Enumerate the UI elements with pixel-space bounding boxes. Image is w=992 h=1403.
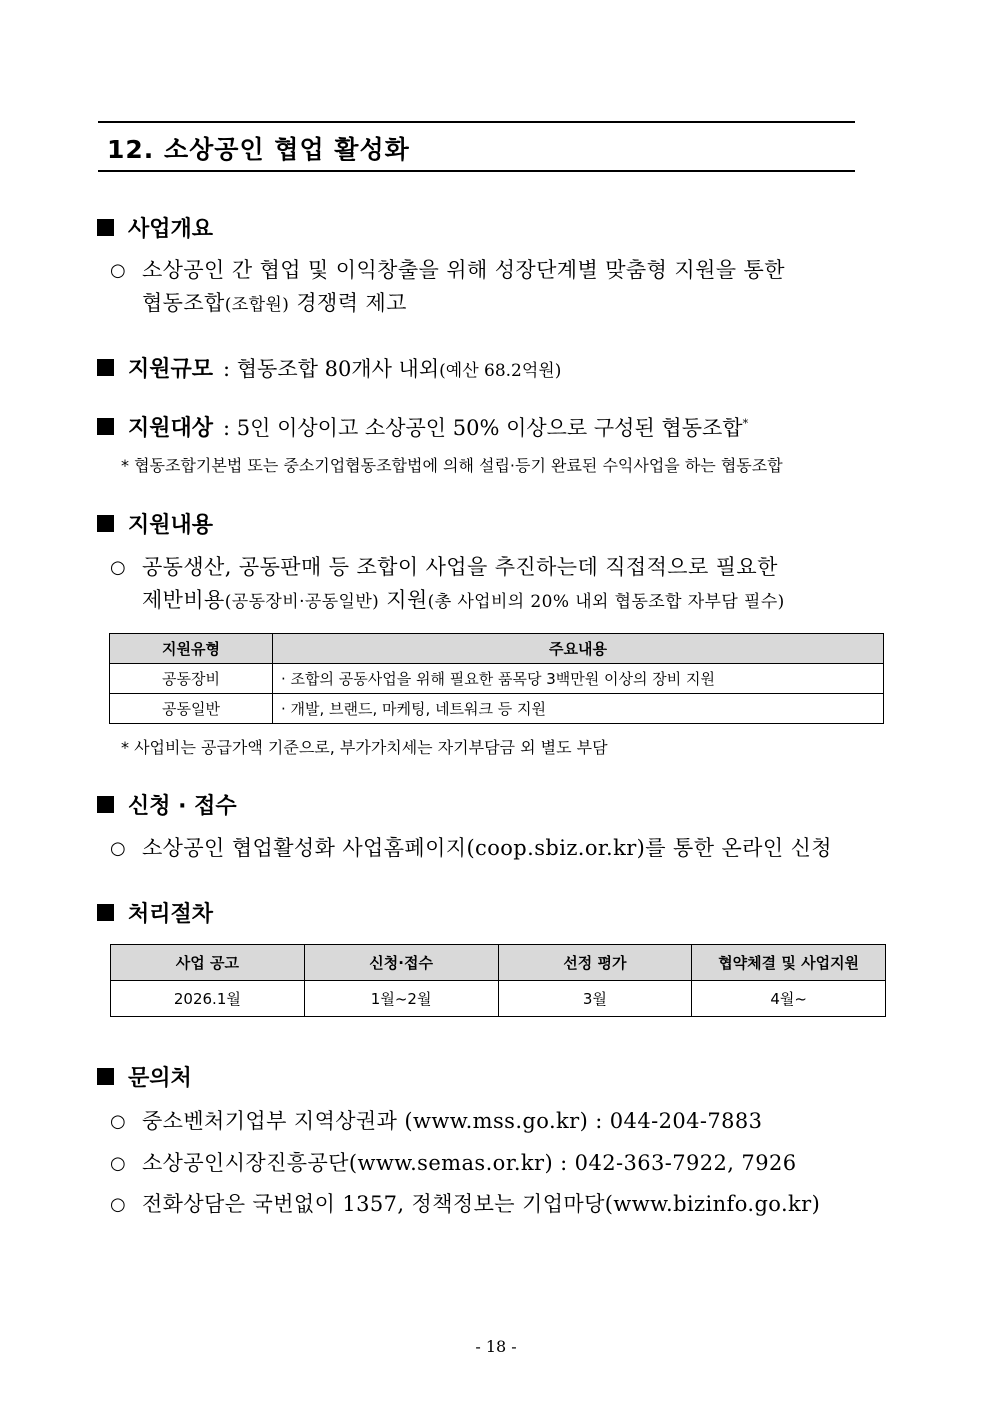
content-line-2-a: 제반비용 — [142, 588, 225, 612]
title-rule-bottom — [98, 170, 855, 172]
target-footnote-mark: * — [742, 416, 749, 430]
overview-line-2-a: 협동조합 — [142, 291, 225, 315]
scale-text-a: : 협동조합 80개사 내외 — [223, 356, 440, 381]
process-value-step-3: 3월 — [498, 981, 692, 1017]
contact-item — [110, 1147, 900, 1180]
content-line-2 — [142, 584, 900, 619]
circle-bullet-icon: ○ — [110, 1111, 126, 1132]
table-cell-type: 공동일반 — [110, 694, 273, 724]
section-contact-heading — [97, 1061, 192, 1092]
overview-line-2 — [142, 287, 900, 322]
page-title: 12. 소상공인 협업 활성화 — [107, 135, 410, 164]
content-line-2-small-1: (공동장비·공동일반) — [224, 592, 380, 612]
content-line-1: 공동생산, 공동판매 등 조합이 사업을 추진하는데 직접적으로 필요한 — [142, 555, 778, 579]
circle-bullet-icon: ○ — [110, 1194, 126, 1215]
section-overview-heading — [97, 212, 213, 243]
section-target-title: 지원대상 — [128, 416, 214, 441]
process-value-row — [111, 981, 886, 1017]
contact-text: 전화상담은 국번없이 1357, 정책정보는 기업마당(www.bizinfo.go.kr) — [142, 1192, 821, 1216]
process-header-step-4: 협약체결 및 사업지원 — [692, 945, 886, 981]
square-bullet-icon — [97, 515, 114, 532]
square-bullet-icon — [97, 359, 114, 376]
section-content-title: 지원내용 — [128, 513, 214, 538]
title-rule-top — [98, 121, 855, 123]
table-cell-type: 공동장비 — [110, 664, 273, 694]
circle-bullet-icon: ○ — [110, 1153, 126, 1174]
circle-bullet-icon: ○ — [110, 260, 126, 281]
overview-line-1: 소상공인 간 협업 및 이익창출을 위해 성장단계별 맞춤형 지원을 통한 — [142, 258, 785, 282]
table-cell-content: · 개발, 브랜드, 마케팅, 네트워크 등 지원 — [273, 694, 884, 724]
contact-text: 소상공인시장진흥공단(www.semas.or.kr) : 042-363-7922, 7926 — [142, 1151, 797, 1175]
section-apply-heading — [97, 789, 237, 820]
process-table — [110, 944, 886, 1017]
process-value-step-4: 4월~ — [692, 981, 886, 1017]
table-row — [110, 664, 884, 694]
section-apply-title: 신청 · 접수 — [128, 794, 237, 819]
support-content-table — [109, 633, 884, 724]
overview-line-2-b: 경쟁력 제고 — [289, 291, 407, 315]
table-cell-content: · 조합의 공동사업을 위해 필요한 품목당 3백만원 이상의 장비 지원 — [273, 664, 884, 694]
process-value-step-1: 2026.1월 — [111, 981, 305, 1017]
section-process-heading — [97, 897, 213, 928]
section-scale-title: 지원규모 — [128, 357, 214, 382]
process-header-step-2: 신청·접수 — [304, 945, 498, 981]
circle-bullet-icon: ○ — [110, 557, 126, 578]
section-contact-title: 문의처 — [128, 1066, 192, 1091]
content-line-2-b: 지원 — [379, 588, 428, 612]
table-header-row — [110, 634, 884, 664]
table-header-type: 지원유형 — [110, 634, 273, 664]
scale-text-small: (예산 68.2억원) — [439, 360, 562, 381]
process-header-step-3: 선정 평가 — [498, 945, 692, 981]
content-bullet — [110, 551, 900, 619]
target-text — [223, 412, 748, 442]
table-row — [110, 694, 884, 724]
content-note: * 사업비는 공급가액 기준으로, 부가가치세는 자기부담금 외 별도 부담 — [121, 738, 608, 757]
square-bullet-icon — [97, 1068, 114, 1085]
section-content-heading — [97, 508, 213, 539]
table-header-content: 주요내용 — [273, 634, 884, 664]
section-overview-title: 사업개요 — [128, 217, 214, 242]
content-line-2-small-2: (총 사업비의 20% 내외 협동조합 자부담 필수) — [427, 592, 785, 612]
overview-line-2-small: (조합원) — [224, 295, 290, 315]
apply-bullet — [110, 832, 900, 865]
process-header-row — [111, 945, 886, 981]
square-bullet-icon — [97, 418, 114, 435]
process-value-step-2: 1월~2월 — [304, 981, 498, 1017]
section-process-title: 처리절차 — [128, 902, 214, 927]
scale-text — [223, 353, 561, 383]
target-note: * 협동조합기본법 또는 중소기업협동조합법에 의해 설립·등기 완료된 수익사업을 하는 협동조합 — [121, 456, 783, 475]
page-number: - 18 - — [475, 1337, 517, 1356]
contact-item — [110, 1105, 900, 1138]
section-scale-heading — [97, 352, 561, 383]
circle-bullet-icon: ○ — [110, 838, 126, 859]
square-bullet-icon — [97, 796, 114, 813]
square-bullet-icon — [97, 219, 114, 236]
overview-bullet — [110, 254, 900, 322]
target-text-main: : 5인 이상이고 소상공인 50% 이상으로 구성된 협동조합 — [223, 415, 743, 440]
contact-text: 중소벤처기업부 지역상권과 (www.mss.go.kr) : 044-204-7883 — [142, 1109, 763, 1133]
square-bullet-icon — [97, 904, 114, 921]
contact-item — [110, 1188, 900, 1221]
process-header-step-1: 사업 공고 — [111, 945, 305, 981]
section-target-heading — [97, 411, 748, 442]
apply-line: 소상공인 협업활성화 사업홈페이지(coop.sbiz.or.kr)를 통한 온라인 신청 — [142, 836, 832, 860]
